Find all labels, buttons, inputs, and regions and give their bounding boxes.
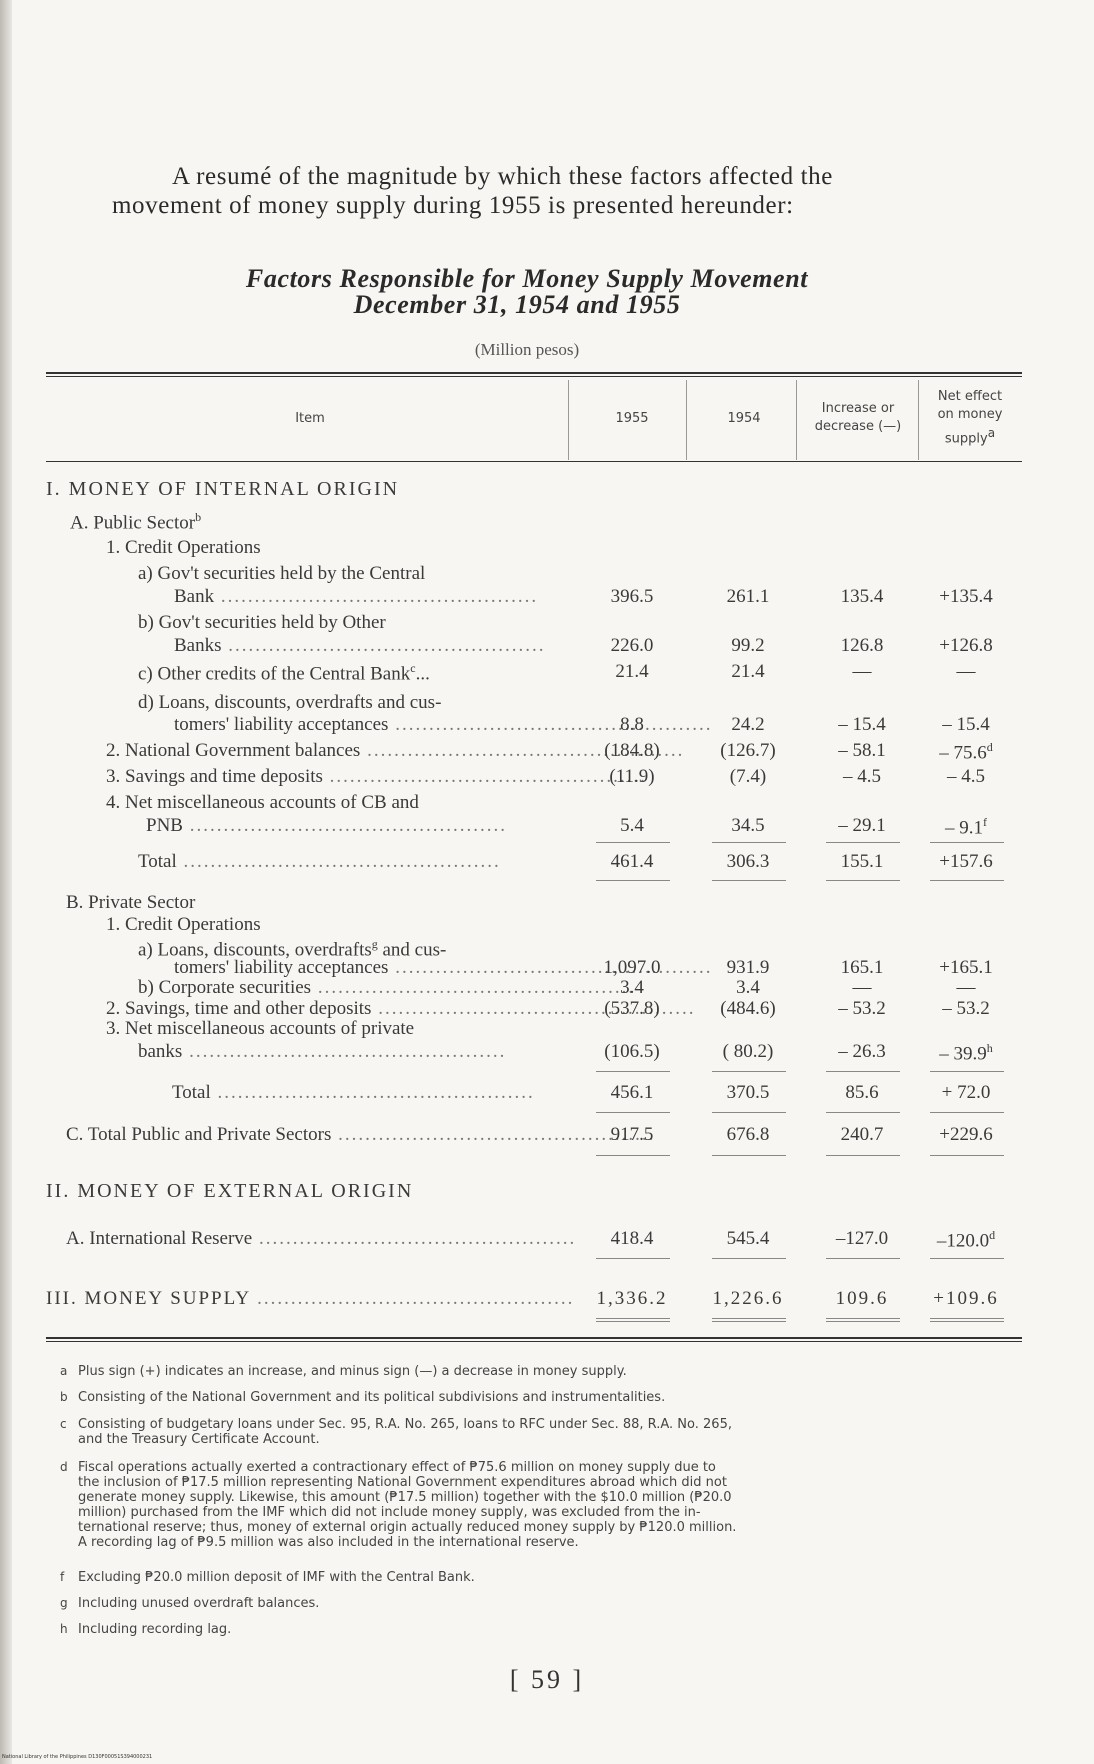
cell-change: 126.8 — [840, 635, 884, 656]
subtotal-rule — [712, 1071, 786, 1072]
cell-net: – 4.5 — [947, 766, 985, 787]
subtotal-rule — [930, 842, 1004, 843]
col-header-change — [800, 400, 916, 436]
section-public-sector: A. Public Sector$^b$ — [70, 510, 202, 534]
cell-1954: 99.2 — [731, 635, 765, 656]
section-internal-origin: I. MONEY OF INTERNAL ORIGIN — [46, 478, 400, 500]
col-header-net-line3: supply$^a$ — [944, 426, 996, 447]
total-rule — [930, 1155, 1004, 1156]
table-row — [0, 740, 1094, 764]
cell-1954: (126.7) — [720, 740, 776, 761]
cell-change: – 15.4 — [838, 714, 886, 735]
footnote-c: c Consisting of budgetary loans under Sec. 95, R.A. No. 265, loans to RFC under Sec. 88, R.A. No. 265, and the Treasury Certificate Account. — [60, 1417, 732, 1447]
section-external-origin: II. MONEY OF EXTERNAL ORIGIN — [46, 1180, 414, 1202]
table-top-rule — [46, 372, 1022, 374]
row-label: PNB ..... — [146, 815, 507, 837]
table-title: Factors Responsible for Money Supply Movement — [245, 264, 809, 293]
table-row — [0, 1228, 1094, 1252]
subtotal-rule — [712, 842, 786, 843]
col-header-net-line2: on money — [937, 407, 1003, 422]
col-header-change-line1: Increase or — [821, 401, 895, 416]
subtotal-rule — [712, 1258, 786, 1259]
cell-1954: 931.9 — [726, 957, 770, 978]
table-row — [0, 714, 1094, 738]
cell-1954: (7.4) — [729, 766, 767, 787]
row-label: III. MONEY SUPPLY ..... — [46, 1288, 574, 1310]
cell-net: +135.4 — [939, 586, 993, 607]
cell-1954: 1,226.6 — [712, 1288, 784, 1309]
cell-change: –127.0 — [835, 1228, 889, 1249]
cell-1955: 21.4 — [615, 661, 649, 682]
footnote-a: a Plus sign (+) indicates an increase, and minus sign (—) a decrease in money supply. — [60, 1364, 627, 1379]
row-label: b) Gov't securities held by Other — [138, 612, 386, 633]
col-header-1954: 1954 — [727, 411, 761, 426]
double-rule — [712, 1318, 786, 1319]
cell-1955: 917.5 — [610, 1124, 654, 1145]
cell-change: 135.4 — [840, 586, 884, 607]
table-row-total — [0, 1082, 1094, 1106]
col-divider — [796, 380, 797, 460]
cell-net: +229.6 — [939, 1124, 993, 1145]
total-rule — [930, 1112, 1004, 1113]
table-row — [0, 635, 1094, 659]
total-rule — [596, 880, 670, 881]
section-private-sector: B. Private Sector — [66, 892, 196, 913]
row-label: tomers' liability acceptances ..... — [174, 714, 712, 736]
cell-1955: (11.9) — [609, 766, 655, 787]
cell-change: 165.1 — [840, 957, 884, 978]
total-rule — [712, 880, 786, 881]
row-label: Bank ..... — [174, 586, 538, 608]
row-label: Total ..... — [172, 1082, 535, 1104]
table-row-total — [0, 851, 1094, 875]
cell-net: — — [956, 977, 976, 998]
cell-1954: (484.6) — [720, 998, 776, 1019]
cell-1955: 5.4 — [620, 815, 644, 836]
col-header-1955: 1955 — [615, 411, 649, 426]
footnote-f: f Excluding ₱20.0 million deposit of IMF with the Central Bank. — [60, 1570, 475, 1585]
cell-change: 155.1 — [840, 851, 884, 872]
cell-1954: 21.4 — [731, 661, 765, 682]
cell-1955: 8.8 — [620, 714, 644, 735]
cell-1954: 261.1 — [726, 586, 770, 607]
row-label: d) Loans, discounts, overdrafts and cus- — [138, 692, 442, 713]
cell-net: +109.6 — [933, 1288, 999, 1309]
cell-change: — — [852, 661, 872, 682]
cell-net: –120.0$^d$ — [936, 1228, 996, 1252]
double-rule — [930, 1318, 1004, 1319]
table-row — [0, 766, 1094, 790]
row-label: 3. Net miscellaneous accounts of private — [106, 1018, 415, 1039]
row-label: a) Gov't securities held by the Central — [138, 563, 426, 584]
cell-1954: 370.5 — [726, 1082, 770, 1103]
double-rule — [826, 1321, 900, 1322]
cell-1955: 1,097.0 — [603, 957, 661, 978]
cell-change: 109.6 — [835, 1288, 889, 1309]
table-bottom-rule-thin — [46, 1341, 1022, 1342]
col-divider — [568, 380, 569, 460]
total-rule — [826, 1112, 900, 1113]
total-rule — [596, 1155, 670, 1156]
row-label: c) Other credits of the Central Bank$^c$... — [138, 661, 430, 685]
col-header-change-line2: decrease (—) — [814, 419, 902, 434]
cell-net: – 39.9$^h$ — [939, 1041, 993, 1065]
cell-1955: (184.8) — [604, 740, 660, 761]
page-number: [ 59 ] — [509, 1665, 585, 1694]
double-rule — [930, 1321, 1004, 1322]
double-rule — [596, 1318, 670, 1319]
double-rule — [712, 1321, 786, 1322]
cell-1955: (106.5) — [604, 1041, 660, 1062]
row-label: banks ..... — [138, 1041, 506, 1063]
footnote-b: b Consisting of the National Government and its political subdivisions and instrumentalities. — [60, 1390, 666, 1405]
row-label: b) Corporate securities ..... — [138, 977, 635, 999]
row-label: C. Total Public and Private Sectors ..... — [66, 1124, 655, 1146]
double-rule — [826, 1318, 900, 1319]
total-rule — [826, 1155, 900, 1156]
intro-paragraph — [112, 162, 1032, 220]
col-header-item: Item — [295, 411, 325, 426]
col-header-net-line1: Net effect — [937, 389, 1003, 404]
table-row — [0, 815, 1094, 839]
cell-change: — — [852, 977, 872, 998]
row-label: A. International Reserve ..... — [66, 1228, 576, 1250]
archive-stamp: National Library of the Philippines D130F00051S394000231 — [2, 1754, 153, 1760]
intro-line-2: movement of money supply during 1955 is presented hereunder: — [112, 192, 794, 219]
footnote-g: g Including unused overdraft balances. — [60, 1596, 320, 1611]
subtotal-rule — [930, 1071, 1004, 1072]
subtotal-rule — [596, 1258, 670, 1259]
cell-net: – 75.6$^d$ — [939, 740, 993, 764]
cell-1955: 396.5 — [610, 586, 654, 607]
cell-change: 240.7 — [840, 1124, 884, 1145]
total-rule — [596, 1112, 670, 1113]
table-subtitle: December 31, 1954 and 1955 — [353, 290, 681, 319]
cell-1955: 418.4 — [610, 1228, 654, 1249]
footnote-h: h Including recording lag. — [60, 1622, 232, 1637]
cell-1955: 226.0 — [610, 635, 654, 656]
subtotal-rule — [826, 1258, 900, 1259]
subtotal-rule — [596, 842, 670, 843]
subtotal-rule — [596, 1071, 670, 1072]
row-label: 3. Savings and time deposits ..... — [106, 766, 647, 788]
cell-1955: 456.1 — [610, 1082, 654, 1103]
subtotal-rule — [826, 1071, 900, 1072]
cell-1954: 676.8 — [726, 1124, 770, 1145]
intro-line-1: A resumé of the magnitude by which these factors affected the — [172, 163, 833, 190]
cell-change: 85.6 — [845, 1082, 879, 1103]
subtotal-rule — [826, 842, 900, 843]
cell-net: — — [956, 661, 976, 682]
total-rule — [712, 1112, 786, 1113]
cell-change: – 26.3 — [838, 1041, 886, 1062]
cell-1954: 34.5 — [731, 815, 765, 836]
cell-1954: 545.4 — [726, 1228, 770, 1249]
row-label: Banks ..... — [174, 635, 546, 657]
cell-1955: 3.4 — [620, 977, 644, 998]
table-top-rule-thin — [46, 376, 1022, 377]
row-label: Total ..... — [138, 851, 501, 873]
total-rule — [826, 880, 900, 881]
section-credit-operations: 1. Credit Operations — [106, 914, 261, 935]
cell-net: – 53.2 — [942, 998, 990, 1019]
col-header-net — [918, 388, 1022, 448]
cell-1954: ( 80.2) — [722, 1041, 774, 1062]
table-row — [0, 586, 1094, 610]
col-divider — [686, 380, 687, 460]
units-label: (Million pesos) — [474, 340, 580, 359]
subtotal-rule — [930, 1258, 1004, 1259]
cell-1954: 3.4 — [736, 977, 760, 998]
cell-1954: 306.3 — [726, 851, 770, 872]
row-label: 2. Savings, time and other deposits ..... — [106, 998, 695, 1020]
footnote-d: d Fiscal operations actually exerted a contractionary effect of ₱75.6 million on money supply due to the inclusion of ₱17.5 million representing National Government expenditures abroad which did not generate money supply. Likewise, this amount (₱17.5 million) together with the $10.0 million (₱20.0 million) purchased from the IMF which did not include money supply, was excluded from the in- ternational reserve; thus, money of external origin actually reduced money supply by ₱120.0 million. A recording lag of ₱9.5 million was also included in the international reserve. — [60, 1460, 737, 1550]
table-row-money-supply — [0, 1288, 1094, 1312]
cell-change: – 53.2 — [838, 998, 886, 1019]
header-bottom-rule — [46, 461, 1022, 462]
cell-1954: 24.2 — [731, 714, 765, 735]
row-label: a) Loans, discounts, overdrafts$^g$ and cus- — [138, 937, 447, 961]
row-label: tomers' liability acceptances ..... — [174, 957, 712, 979]
table-row — [0, 1041, 1094, 1065]
cell-1955: 461.4 — [610, 851, 654, 872]
cell-change: – 4.5 — [843, 766, 881, 787]
cell-1955: (537.8) — [604, 998, 660, 1019]
table-row — [0, 661, 1094, 685]
cell-net: – 9.1$^f$ — [945, 815, 987, 839]
cell-net: – 15.4 — [942, 714, 990, 735]
double-rule — [596, 1321, 670, 1322]
cell-net: +165.1 — [939, 957, 993, 978]
cell-change: – 58.1 — [838, 740, 886, 761]
total-rule — [930, 880, 1004, 881]
row-label: 2. National Government balances ..... — [106, 740, 684, 762]
row-label: 4. Net miscellaneous accounts of CB and — [106, 792, 419, 813]
cell-1955: 1,336.2 — [596, 1288, 668, 1309]
cell-change: – 29.1 — [838, 815, 886, 836]
cell-net: +126.8 — [939, 635, 993, 656]
section-credit-operations: 1. Credit Operations — [106, 537, 261, 558]
cell-net: + 72.0 — [941, 1082, 991, 1103]
table-bottom-rule — [46, 1337, 1022, 1339]
cell-net: +157.6 — [939, 851, 993, 872]
total-rule — [712, 1155, 786, 1156]
table-row-grand-total — [0, 1124, 1094, 1148]
